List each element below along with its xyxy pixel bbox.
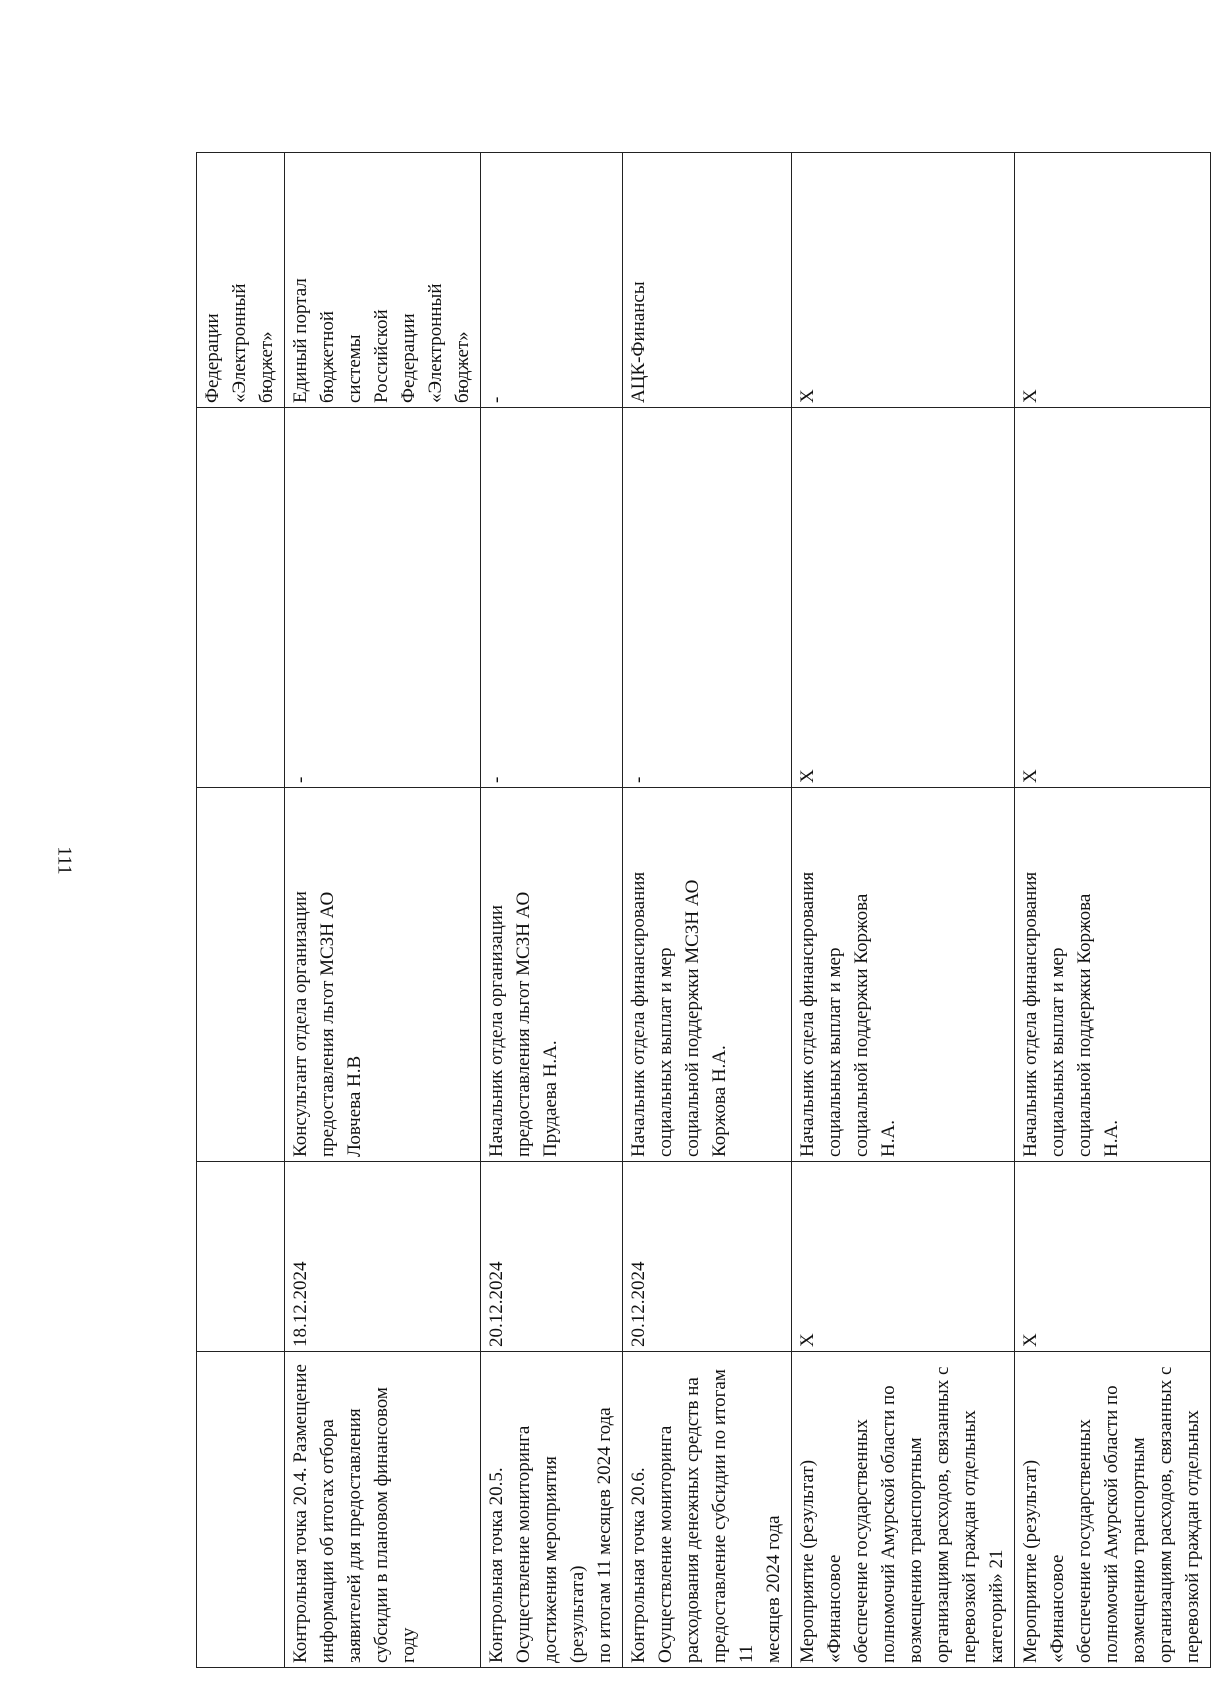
table-cell-doc-type: X: [792, 408, 1015, 788]
table-cell-responsible: Консультант отдела организации предоставления льгот МСЗН АО Ловчева Н.В: [285, 788, 481, 1162]
table-cell-date: X: [792, 1162, 1015, 1352]
rotated-table-sheet: [196, 153, 1203, 1668]
plan-table: [196, 152, 1211, 1668]
table-cell-system: X: [792, 153, 1015, 408]
table-cell-system: [197, 153, 285, 408]
table-row-continued-header: [197, 153, 285, 1668]
table-cell-date: [197, 1162, 285, 1352]
table-cell-responsible: Начальник отдела финансирования социальных выплат и мер социальной поддержки Коржова Н.А.: [1015, 788, 1211, 1162]
table-cell-doc-type: -: [285, 408, 481, 788]
table-cell-event: Контрольная точка 20.6. Осуществление мониторинга расходования денежных средств на предоставление субсидии по итогам 11 месяцев 2024 года: [623, 1352, 792, 1668]
table-cell-responsible: Начальник отдела организации предоставления льгот МСЗН АО Прудаева Н.А.: [481, 788, 623, 1162]
table-cell-system: АЦК-Финансы: [623, 153, 792, 408]
table-cell-doc-type: X: [1015, 408, 1211, 788]
table-cell-responsible: Начальник отдела финансирования социальных выплат и мер социальной поддержки Коржова Н.А.: [792, 788, 1015, 1162]
table-cell-date: 18.12.2024: [285, 1162, 481, 1352]
table-cell-doc-type: -: [481, 408, 623, 788]
table-cell-event: Контрольная точка 20.5. Осуществление мониторинга достижения мероприятия (результата) по итогам 11 месяцев 2024 года: [481, 1352, 623, 1668]
table-cell-system: X: [1015, 153, 1211, 408]
table-cell-doc-type: -: [623, 408, 792, 788]
table-cell-event: Мероприятие (результат) «Финансовое обеспечение государственных полномочий Амурской области по возмещению транспортным организациям расходов, связанных с перевозкой граждан отдельных: [1015, 1352, 1211, 1668]
table-cell-system: Единый портал бюджетной системы Российской Федерации «Электронный бюджет»: [285, 153, 481, 408]
table-cell-system: -: [481, 153, 623, 408]
table-row: [623, 153, 792, 1668]
table-row: [481, 153, 623, 1668]
table-row: [1015, 153, 1211, 1668]
table-cell-event: Мероприятие (результат) «Финансовое обеспечение государственных полномочий Амурской области по возмещению транспортным организациям расходов, связанных с перевозкой граждан отдельных категорий» 21: [792, 1352, 1015, 1668]
table-cell-date: X: [1015, 1162, 1211, 1352]
table-cell-event: [197, 1352, 285, 1668]
table-row: [285, 153, 481, 1668]
table-cell-responsible: [197, 788, 285, 1162]
table-cell-date: 20.12.2024: [623, 1162, 792, 1352]
table-cell-responsible: Начальник отдела финансирования социальных выплат и мер социальной поддержки МСЗН АО Коржова Н.А.: [623, 788, 792, 1162]
system-text: Федерации «Электронный бюджет»: [202, 283, 277, 403]
table-cell-event: Контрольная точка 20.4. Размещение информации об итогах отбора заявителей для предоставления субсидии в плановом финансовом году: [285, 1352, 481, 1668]
table-cell-date: 20.12.2024: [481, 1162, 623, 1352]
table-row: [792, 153, 1015, 1668]
table-cell-doc-type: [197, 408, 285, 788]
page-number: 111: [53, 846, 76, 875]
